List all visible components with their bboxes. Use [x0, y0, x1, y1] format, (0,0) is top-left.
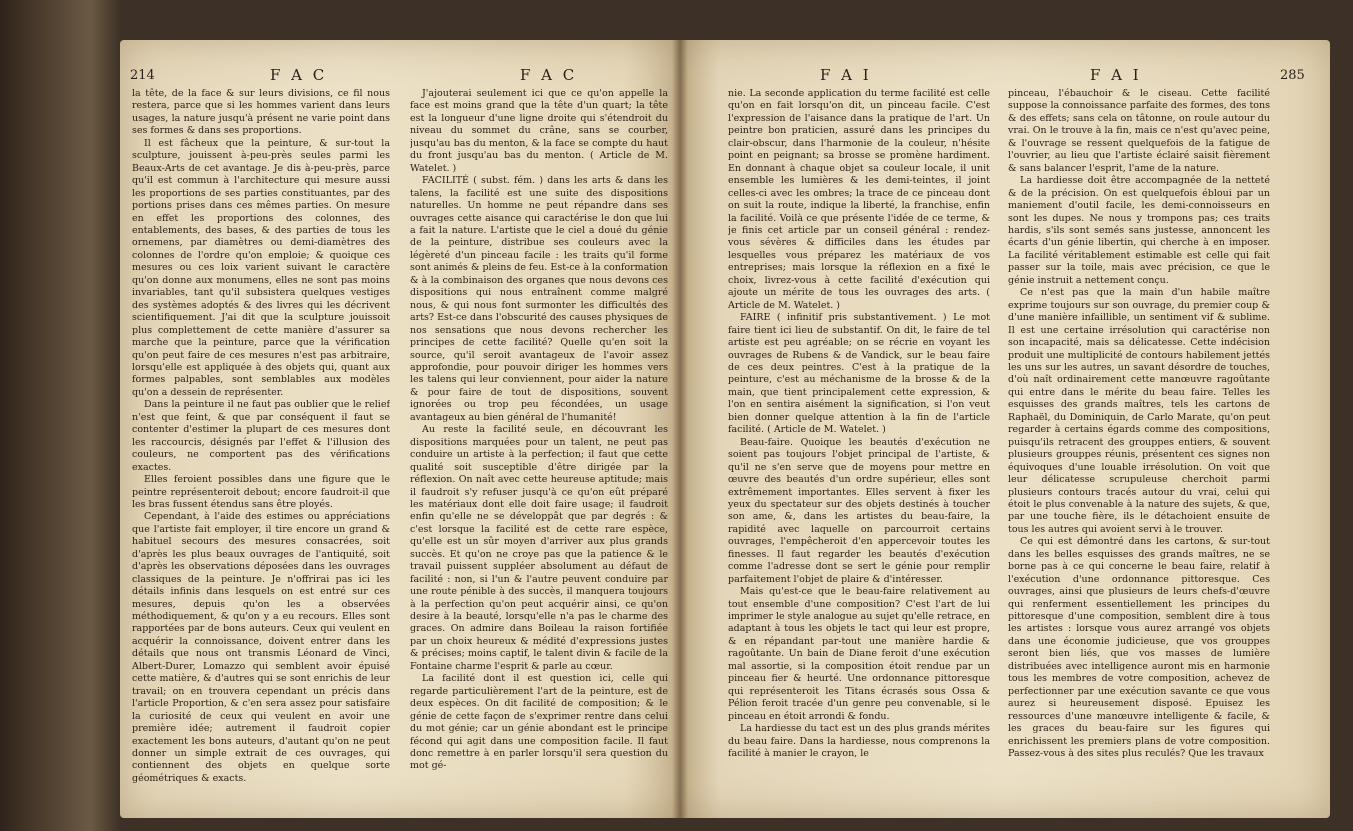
paragraph: Beau-faire. Quoique les beautés d'exécution ne soient pas toujours l'objet principal de l'artiste, & qu'il ne s'en serve que de moyens pour mettre en œuvre des beautés d'un ordre supérieur, elles sont extrêmement importantes. Elles servent à fixer les yeux du spectateur sur des objets destinés à toucher son ame, &, dans les artistes du beau-faire, la rapidité avec laquelle on parcourroit certains ouvrages, l'empêcheroit d'en appercevoir toutes les finesses. Il faut regarder les beautés d'exécution comme l'adresse dont se sert le génie pour remplir parfaitement l'objet de plaire & d'intéresser.: [728, 436, 990, 585]
paragraph: J'ajouterai seulement ici que ce qu'on appelle la face est moins grand que la tête d'un quart; la tête est la longueur d'une ligne droite qui s'étendroit du niveau du sommet du crâne, sans se courber, jusqu'au bas du menton, & la face se compte du haut du front jusqu'au bas du menton. ( Article de M. Watelet. ): [410, 88, 668, 174]
paragraph: Elles feroient possibles dans une figure que le peintre représenteroit debout; encore faudroit-il que les bras fussent étendus sans être ployés.: [132, 474, 390, 510]
left-page: [120, 40, 680, 818]
left-page-number: 214: [130, 68, 155, 83]
left-column-2: [410, 88, 668, 808]
paragraph: La hardiesse du tact est un des plus grands mérites du beau faire. Dans la hardiesse, nous comprenons la facilité à manier le crayon, le: [728, 723, 990, 760]
paragraph: nie. La seconde application du terme facilité est celle qu'on en fait lorsqu'on dit, un pinceau facile. C'est l'expression de l'aisance dans la pratique de l'art. Un peintre bon praticien, assuré dans les principes du clair-obscur, dans l'harmonie de la couleur, n'hésite point en peignant; sa brosse se promène hardiment. En donnant à chaque objet sa couleur locale, il unit ensemble les lumières & les demi-teintes, il joint celles-ci avec les ombres; la trace de ce pinceau dont on suit la route, indique la liberté, la franchise, enfin la facilité. Voilà ce que présente l'idée de ce terme, & je finis cet article par un conseil général : rendez-vous sévères & difficiles dans les études par lesquelles vous préparez les matériaux de vos entreprises; mais lorsque la réflexion en a fixé le choix, livrez-vous à cette facilité d'exécution qui ajoute un mérite de tous les ouvrages des arts. ( Article de M. Watelet. ): [728, 88, 990, 311]
paragraph: FAIRE ( infinitif pris substantivement. ) Le mot faire tient ici lieu de substantif. On dit, le faire de tel artiste est peu agréable; on se récrie en voyant les ouvrages de Rubens & de Vandick, sur le beau faire de ces deux peintres. C'est à la pratique de la peinture, c'est au méchanisme de la brosse & de la main, que tient principalement cette expression, & l'on en sentira aisément la signification, si l'on veut bien donner quelque attention à la fin de l'article facilité. ( Article de M. Watelet. ): [728, 312, 990, 436]
paragraph: La hardiesse doit être accompagnée de la netteté & de la précision. On est quelquefois ébloui par un maniement d'outil facile, les demi-connoisseurs en sont les dupes. Ne nous y trompons pas; ces traits hardis, s'ils sont semés sans justesse, annoncent les écarts d'un génie libertin, qui cherche à en imposer. La facilité véritablement estimable est celle qui fait passer sur la toile, mais avec précision, ce que le génie instruit a nettement conçu.: [1008, 175, 1270, 286]
paragraph: Dans la peinture il ne faut pas oublier que le relief n'est que feint, & que par conséquent il faut se contenter d'estimer la plupart de ces mesures dont les raccourcis, désignés par l'effet & l'illusion des couleurs, ne comportent pas des vérifications exactes.: [132, 399, 390, 473]
paragraph: Ce qui est démontré dans les cartons, & sur-tout dans les belles esquisses des grands maîtres, ne se borne pas à ce qui concerne le beau faire, relatif à l'exécution d'une ordonnance pittoresque. Ces ouvrages, ainsi que plusieurs de leurs chefs-d'œuvre qui renferment essentiellement les principes du pittoresque d'une composition, semblent dire à tous les artistes : lorsque vous aurez arrangé vos objets dans une économie judicieuse, que vos grouppes seront bien liés, que vos masses de lumière distribuées avec intelligence auront mis en harmonie tous les membres de votre composition, achevez de perfectionner par une exécution savante ce que vous aurez si heureusement disposé. Epuisez les ressources d'une manœuvre intelligente & facile, & les graces du beau-faire sur les figures qui enrichissent les premiers plans de votre composition. Passez-vous à des sites plus reculés? Que les travaux: [1008, 536, 1270, 760]
right-column-2: [1008, 88, 1270, 808]
paragraph: La facilité dont il est question ici, celle qui regarde particulièrement l'art de la peinture, est de deux espèces. On dit facilité de composition; & le génie de cette façon de s'exprimer rentre dans celui du mot génie; car un génie abondant est le principe fécond qui agit dans une composition facile. Il faut donc remettre à en parler lorsqu'il sera question du mot gé-: [410, 673, 668, 772]
paragraph: pinceau, l'ébauchoir & le ciseau. Cette facilité suppose la connoissance parfaite des formes, des tons & des effets; sans cela on tâtonne, on roule autour du vrai. On le trouve à la fin, mais ce n'est qu'avec peine, & l'ouvrage se ressent quelquefois de la fatigue de l'ouvrier, au lieu que l'artiste éclairé saisit fièrement & sans balancer l'esprit, l'ame de la nature.: [1008, 88, 1270, 174]
right-column-1: [728, 88, 990, 808]
left-header-left: F A C: [270, 66, 328, 84]
right-page: [680, 40, 1330, 818]
paragraph: Il est fâcheux que la peinture, & sur-tout la sculpture, jouissent à-peu-près seules parmi les Beaux-Arts de cet avantage. Je dis à-peu-près, parce qu'il est commun à l'architecture qui mesure aussi les proportions de ses parties constituantes, par des portions prises dans ces mêmes parties. On mesure en effet les proportions des colonnes, des entablements, des bases, & des parties de tous les ornemens, par diamètres ou demi-diamètres des colonnes de l'ordre qu'on emploie; & quoique ces mesures ou ces loix varient suivant le caractère qu'on donne aux monumens, elles ne sont pas moins invariables, tant qu'il subsistera quelques vestiges des systèmes adoptés & des livres qui les décrivent scientifiquement. J'ai dit que la sculpture jouissoit plus complettement de cette manière d'assurer sa marche que la peinture, parce que la vérification qu'on peut faire de ces mesures n'est pas arbitraire, lorsqu'elle est appliquée à des objets qui, quant aux formes palpables, sont semblables aux modèles qu'on a dessein de représenter.: [132, 137, 390, 398]
right-page-number: 285: [1280, 68, 1305, 83]
book-gutter: [672, 40, 688, 818]
left-header-right: F A C: [520, 66, 578, 84]
paragraph: FACILITÉ ( subst. fém. ) dans les arts & dans les talens, la facilité est une suite des dispositions naturelles. Un homme ne peut répandre dans ses ouvrages cette aisance qui caractérise le don que lui a fait la nature. L'artiste que le ciel a doué du génie de la peinture, distribue ses couleurs avec la légèreté d'un pinceau facile : les traits qu'il forme sont animés & pleins de feu. Est-ce à la conformation & à la combinaison des organes que nous devons ces dispositions qui nous entraînent comme malgré nous, & qui nous font surmonter les difficultés des arts? Est-ce dans l'obscurité des causes physiques de nos sensations que nous devons rechercher les principes de cette facilité? Quelle qu'en soit la source, qu'il seroit avantageux de l'avoir assez approfondie, pour pouvoir diriger les hommes vers les talens qui leur conviennent, pour aider la nature & pour faire de tout de dispositions, souvent ignorées ou trop peu fécondées, un usage avantageux au bien général de l'humanité!: [410, 175, 668, 423]
right-header-left: F A I: [820, 66, 872, 84]
paragraph: la tête, de la face & sur leurs divisions, ce fil nous restera, parce que si les hommes varient dans leurs usages, la nature jusqu'à présent ne varie point dans ses formes & dans ses proportions.: [132, 88, 390, 137]
left-column-1: [132, 88, 390, 808]
right-header-right: F A I: [1090, 66, 1142, 84]
paragraph: Ce n'est pas que la main d'un habile maître exprime toujours sur son ouvrage, du premier coup & d'une manière infaillible, un sentiment vif & sublime. Il est une certaine irrésolution qui caractérise non son incapacité, mais sa délicatesse. Cette indécision produit une multiplicité de contours habilement jettés les uns sur les autres, un savant désordre de touches, d'où naît ordinairement cette manœuvre ragoûtante qui entre dans le mérite du beau faire. Telles les esquisses des grands maîtres, tels les cartons de Raphaël, du Dominiquin, de Carlo Marate, qu'on peut regarder à certains égards comme des compositions, puisqu'ils retracent des grouppes entiers, & souvent plusieurs grouppes réunis, présentent ces signes non équivoques d'une louable irrésolution. On voit que leur délicatesse scrupuleuse cherchoit parmi plusieurs contours tracés autour du vrai, celui qui étoit le plus convenable à la nature des sujets, & que, par une touche fière, ils le détachoient ensuite de tous les autres qui avoient servi à le trouver.: [1008, 287, 1270, 535]
paragraph: Cependant, à l'aide des estimes ou appréciations que l'artiste fait employer, il tire encore un grand & habituel secours des mesures consacrées, soit d'après les plus beaux ouvrages de l'antiquité, soit d'après les observations déposées dans les ouvrages classiques de la peinture. Je n'offrirai pas ici les détails infinis dans lesquels on est entré sur ces mesures, depuis qu'on les a observées méthodiquement, & qu'on y a eu recours. Elles sont rapportées par de bons auteurs. Ceux qui veulent en acquérir la connoissance, doivent entrer dans les détails que nous ont transmis Léonard de Vinci, Albert-Durer, Lomazzo qui semblent avoir épuisé cette matière, & d'autres qui se sont enrichis de leur travail; on en trouvera cependant un précis dans l'article Proportion, & c'en sera assez pour satisfaire la curiosité de ceux qui veulent en avoir une première idée; autrement il faudroit copier exactement les bons auteurs, d'autant qu'on ne peut donner un simple extrait de ces ouvrages, qui contiennent des objets en quelque sorte géométriques & exacts.: [132, 511, 390, 784]
paragraph: Mais qu'est-ce que le beau-faire relativement au tout ensemble d'une composition? C'est l'art de lui imprimer le style analogue au sujet qu'elle retrace, en adaptant à tous les objets le tact qui leur est propre, & en répandant par-tout une manière hardie & ragoûtante. Un bain de Diane feroit d'une exécution mal assortie, si la composition étoit rendue par un pinceau fier & heurté. Une ordonnance pittoresque qui représenteroit les Titans écrasés sous Ossa & Pélion feroit tracée d'un genre peu convenable, si le pinceau en étoit arrondi & fondu.: [728, 586, 990, 722]
paragraph: Au reste la facilité seule, en découvrant les dispositions marquées pour un talent, ne peut pas conduire un artiste à la perfection; il faut que cette qualité soit susceptible d'être dirigée par la réflexion. On naît avec cette heureuse aptitude; mais il faudroit s'y refuser jusqu'à ce qu'on eût préparé les matériaux dont elle doit faire usage; il faudroit enfin qu'elle ne se développât que par degrés : & c'est lorsque la facilité est de cette rare espèce, qu'elle est un sûr moyen d'arriver aux plus grands succès. Et qu'on ne croye pas que la patience & le travail puissent suppléer absolument au défaut de facilité : non, si l'un & l'autre peuvent conduire par une route pénible à des succès, il manquera toujours à la perfection qu'on peut acquérir ainsi, ce qu'on desire à la beauté, lorsqu'elle n'a pas le charme des graces. On admire dans Boileau la raison fortifiée par un choix heureux & médité d'expressions justes & précises; moins captif, le talent divin & facile de la Fontaine charme l'esprit & parle au cœur.: [410, 424, 668, 672]
